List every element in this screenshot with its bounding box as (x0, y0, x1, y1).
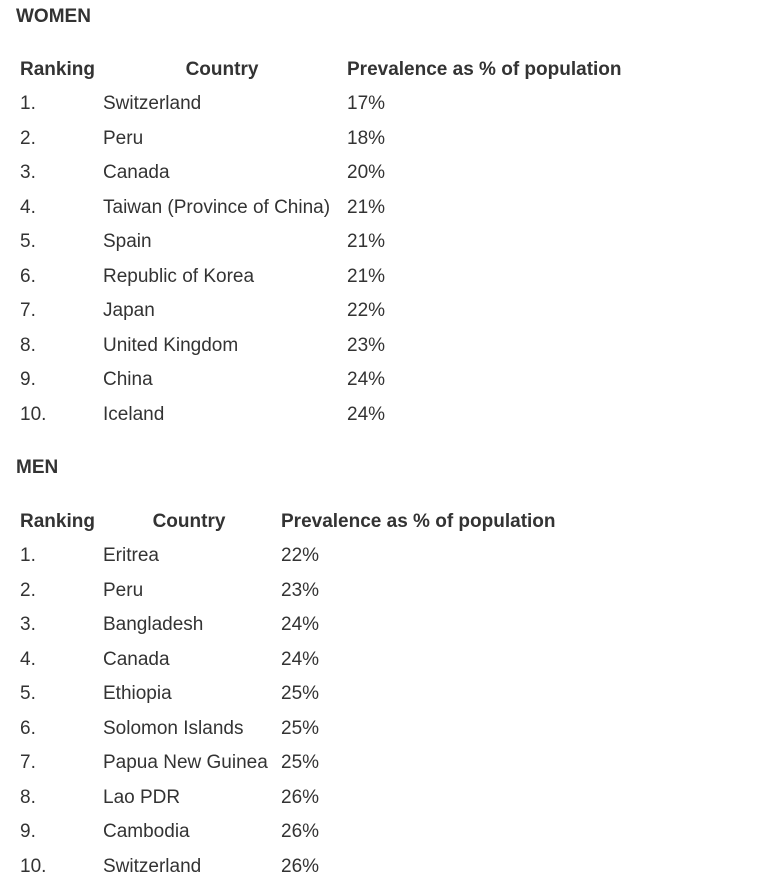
table-row (16, 746, 558, 781)
prevalence-cell: 25% (277, 677, 558, 712)
country-cell: Spain (99, 225, 343, 260)
rank-cell: 7. (16, 746, 99, 781)
table-row (16, 294, 624, 329)
prevalence-cell: 23% (343, 329, 624, 364)
ranking-header: Ranking (16, 505, 99, 539)
table-row (16, 781, 558, 816)
table-row (16, 608, 558, 643)
prevalence-cell: 17% (343, 87, 624, 122)
country-cell: Canada (99, 156, 343, 191)
country-cell: Peru (99, 122, 343, 157)
prevalence-header: Prevalence as % of population (343, 53, 624, 87)
country-cell: Switzerland (99, 87, 343, 122)
rank-cell: 2. (16, 122, 99, 157)
country-cell: Switzerland (99, 850, 277, 884)
prevalence-cell: 24% (343, 363, 624, 398)
rank-cell: 1. (16, 539, 99, 574)
rank-cell: 10. (16, 850, 99, 884)
rank-cell: 6. (16, 260, 99, 295)
country-header: Country (99, 53, 343, 87)
prevalence-cell: 24% (343, 398, 624, 433)
prevalence-cell: 25% (277, 746, 558, 781)
table-row (16, 574, 558, 609)
rank-cell: 3. (16, 156, 99, 191)
women-table-body (16, 87, 624, 432)
ranking-header: Ranking (16, 53, 99, 87)
prevalence-cell: 23% (277, 574, 558, 609)
prevalence-cell: 21% (343, 225, 624, 260)
country-cell: Peru (99, 574, 277, 609)
prevalence-header: Prevalence as % of population (277, 505, 558, 539)
table-row (16, 156, 624, 191)
prevalence-cell: 20% (343, 156, 624, 191)
country-cell: Ethiopia (99, 677, 277, 712)
country-cell: Taiwan (Province of China) (99, 191, 343, 226)
rank-cell: 3. (16, 608, 99, 643)
country-cell: United Kingdom (99, 329, 343, 364)
prevalence-cell: 21% (343, 191, 624, 226)
prevalence-cell: 25% (277, 712, 558, 747)
country-cell: Republic of Korea (99, 260, 343, 295)
prevalence-cell: 26% (277, 781, 558, 816)
country-header: Country (99, 505, 277, 539)
prevalence-cell: 26% (277, 850, 558, 884)
rank-cell: 4. (16, 643, 99, 678)
country-cell: Japan (99, 294, 343, 329)
country-cell: Cambodia (99, 815, 277, 850)
table-row (16, 398, 624, 433)
table-row (16, 225, 624, 260)
table-row (16, 539, 558, 574)
rank-cell: 1. (16, 87, 99, 122)
table-row (16, 850, 558, 884)
men-ranking-table (16, 505, 558, 884)
table-row (16, 191, 624, 226)
prevalence-cell: 22% (343, 294, 624, 329)
country-cell: China (99, 363, 343, 398)
table-row (16, 712, 558, 747)
prevalence-cell: 24% (277, 643, 558, 678)
rank-cell: 10. (16, 398, 99, 433)
table-row (16, 87, 624, 122)
rank-cell: 9. (16, 363, 99, 398)
rank-cell: 4. (16, 191, 99, 226)
rank-cell: 6. (16, 712, 99, 747)
prevalence-cell: 26% (277, 815, 558, 850)
table-row (16, 815, 558, 850)
men-table-body (16, 539, 558, 884)
country-cell: Papua New Guinea (99, 746, 277, 781)
prevalence-cell: 18% (343, 122, 624, 157)
country-cell: Eritrea (99, 539, 277, 574)
rank-cell: 8. (16, 781, 99, 816)
men-section-title: MEN (16, 457, 58, 479)
table-row (16, 260, 624, 295)
country-cell: Lao PDR (99, 781, 277, 816)
rank-cell: 5. (16, 677, 99, 712)
rank-cell: 7. (16, 294, 99, 329)
prevalence-cell: 24% (277, 608, 558, 643)
country-cell: Canada (99, 643, 277, 678)
table-header-row (16, 53, 624, 87)
prevalence-cell: 22% (277, 539, 558, 574)
women-section-title: WOMEN (16, 6, 91, 28)
women-ranking-table (16, 53, 624, 432)
table-row (16, 122, 624, 157)
table-row (16, 643, 558, 678)
table-row (16, 677, 558, 712)
rank-cell: 8. (16, 329, 99, 364)
country-cell: Solomon Islands (99, 712, 277, 747)
table-row (16, 329, 624, 364)
table-header-row (16, 505, 558, 539)
rank-cell: 2. (16, 574, 99, 609)
country-cell: Iceland (99, 398, 343, 433)
country-cell: Bangladesh (99, 608, 277, 643)
table-row (16, 363, 624, 398)
prevalence-cell: 21% (343, 260, 624, 295)
rank-cell: 9. (16, 815, 99, 850)
rank-cell: 5. (16, 225, 99, 260)
